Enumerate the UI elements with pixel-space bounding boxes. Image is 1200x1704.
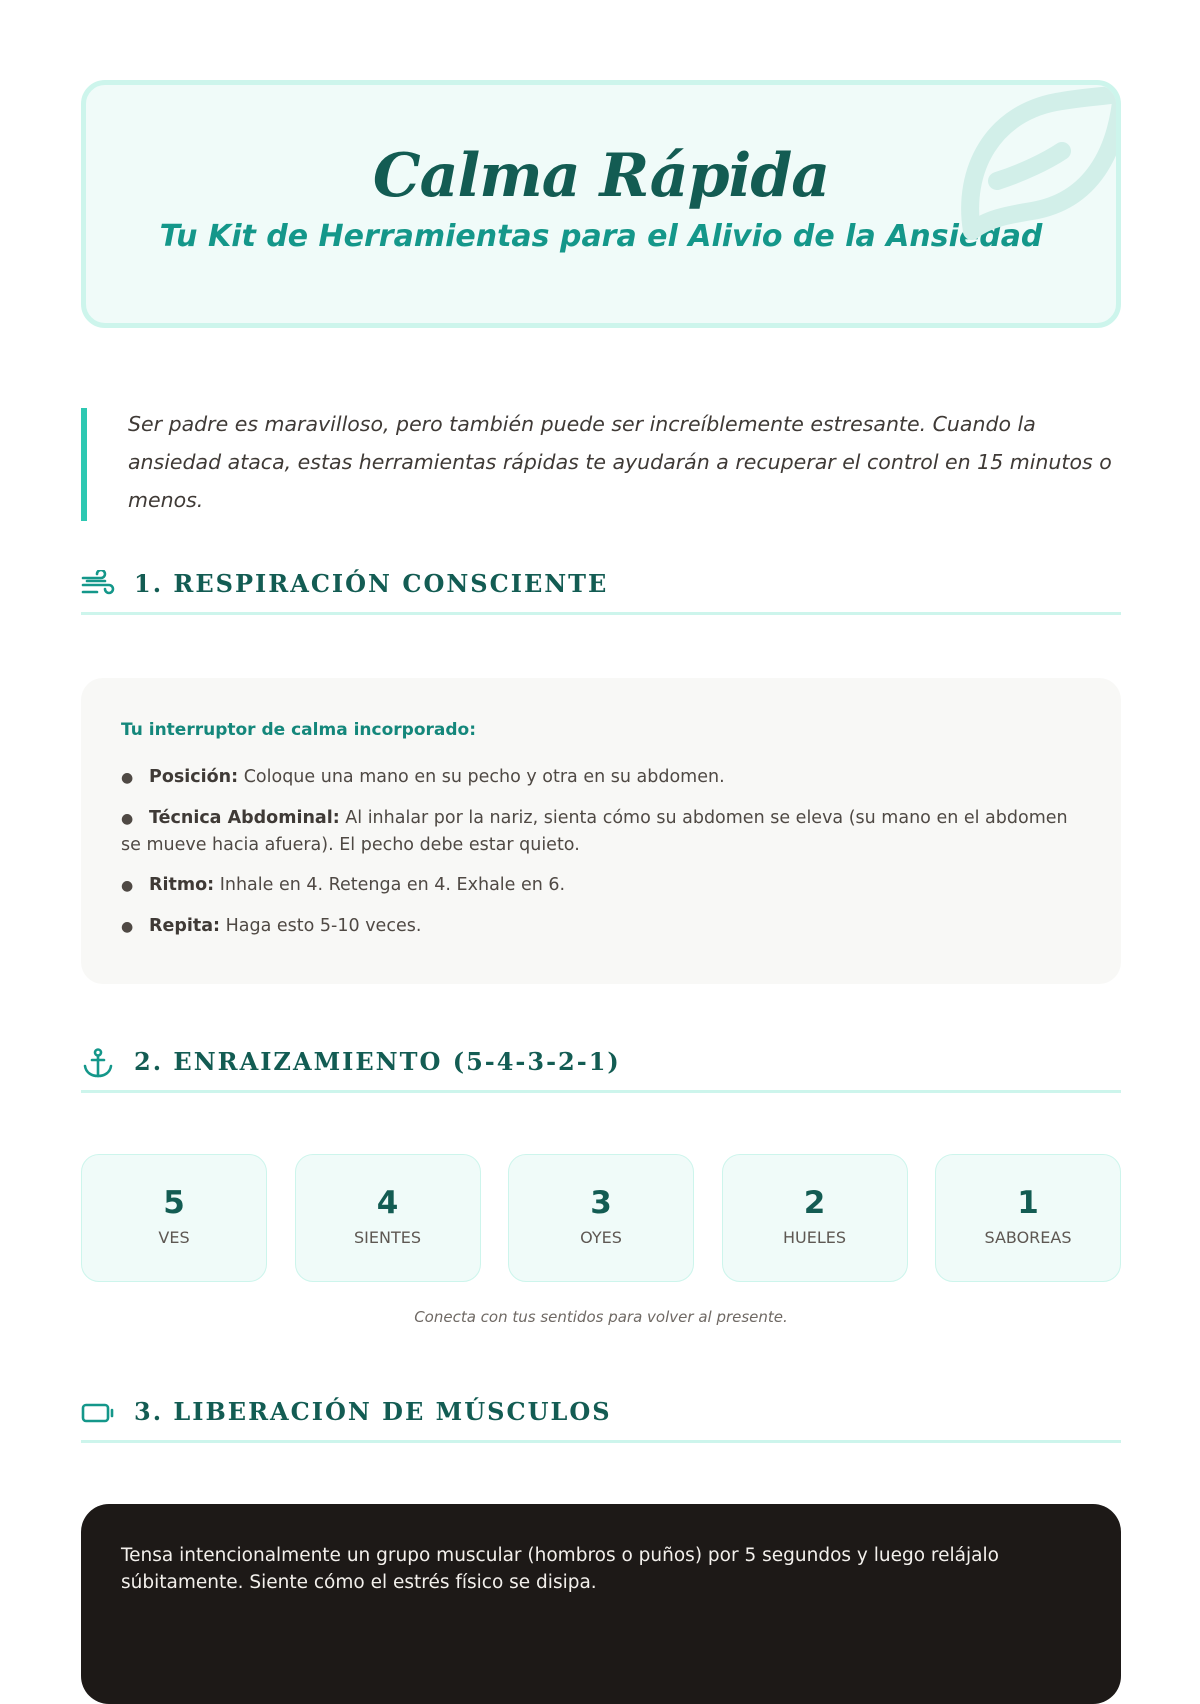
list-item: ● Repita: Haga esto 5-10 veces. xyxy=(121,916,422,936)
list-item: ● Posición: Coloque una mano en su pecho y otra en su abdomen. xyxy=(121,767,725,787)
sense-number: 5 xyxy=(163,1185,185,1221)
senses-grid xyxy=(81,1154,1121,1282)
step-label: Repita: xyxy=(149,916,221,936)
page-subtitle: Tu Kit de Herramientas para el Alivio de la Ansiedad xyxy=(159,219,1043,254)
section-header-muscles xyxy=(81,1392,1121,1443)
section-title: 1. RESPIRACIÓN CONSCIENTE xyxy=(134,569,609,598)
breathing-card-title: Tu interruptor de calma incorporado: xyxy=(121,720,476,740)
sense-card xyxy=(935,1154,1121,1282)
anchor-icon xyxy=(81,1048,115,1078)
leaf-icon xyxy=(952,81,1121,251)
sense-label: VES xyxy=(158,1228,190,1247)
step-label: Posición: xyxy=(149,767,239,787)
step-text: Al inhalar por la nariz, sienta cómo su abdomen se eleva (su mano en el abdomen se mueve hacia afuera). El pecho debe estar quieto. xyxy=(121,808,1068,855)
section-header-breathing xyxy=(81,564,1121,615)
step-text: Haga esto 5-10 veces. xyxy=(225,916,422,936)
intro-quote xyxy=(81,408,1121,521)
step-text: Coloque una mano en su pecho y otra en su abdomen. xyxy=(243,767,725,787)
step-label: Técnica Abdominal: xyxy=(149,808,340,828)
sense-number: 2 xyxy=(803,1185,826,1221)
sense-label: SABOREAS xyxy=(984,1228,1072,1247)
breathing-steps-list xyxy=(121,764,1081,940)
header-card xyxy=(81,80,1121,328)
senses-caption: Conecta con tus sentidos para volver al presente. xyxy=(414,1308,788,1326)
battery-icon xyxy=(81,1398,115,1428)
section-title: 3. LIBERACIÓN DE MÚSCULOS xyxy=(134,1397,612,1426)
sense-card xyxy=(295,1154,481,1282)
step-text: Inhale en 4. Retenga en 4. Exhale en 6. xyxy=(219,875,566,895)
section-header-grounding xyxy=(81,1042,1121,1093)
breathing-card xyxy=(81,678,1121,984)
sense-label: OYES xyxy=(580,1228,622,1247)
sense-number: 3 xyxy=(590,1185,612,1221)
page-title: Calma Rápida xyxy=(372,141,830,211)
page xyxy=(81,80,1121,1593)
sense-card xyxy=(722,1154,908,1282)
muscle-release-card xyxy=(81,1504,1121,1704)
sense-label: SIENTES xyxy=(354,1228,421,1247)
section-title: 2. ENRAIZAMIENTO (5-4-3-2-1) xyxy=(134,1047,621,1076)
sense-card xyxy=(81,1154,267,1282)
list-item: ● Técnica Abdominal: Al inhalar por la nariz, sienta cómo su abdomen se eleva (su mano en el abdomen se mueve hacia afuera). El pecho debe estar quieto. xyxy=(121,808,1068,855)
sense-number: 1 xyxy=(1017,1185,1039,1221)
sense-card xyxy=(508,1154,694,1282)
sense-label: HUELES xyxy=(782,1228,847,1247)
sense-number: 4 xyxy=(376,1185,399,1221)
step-label: Ritmo: xyxy=(149,875,215,895)
muscle-release-text: Tensa intencionalmente un grupo muscular (hombros o puños) por 5 segundos y luego relájalo súbitamente. Siente cómo el estrés físico se disipa. xyxy=(121,1545,999,1593)
intro-text: Ser padre es maravilloso, pero también puede ser increíblemente estresante. Cuando la ansiedad ataca, estas herramientas rápidas te ayudarán a recuperar el control en 15 minutos o menos. xyxy=(128,412,1112,512)
wind-icon xyxy=(81,570,115,600)
list-item: ● Ritmo: Inhale en 4. Retenga en 4. Exhale en 6. xyxy=(121,875,566,895)
